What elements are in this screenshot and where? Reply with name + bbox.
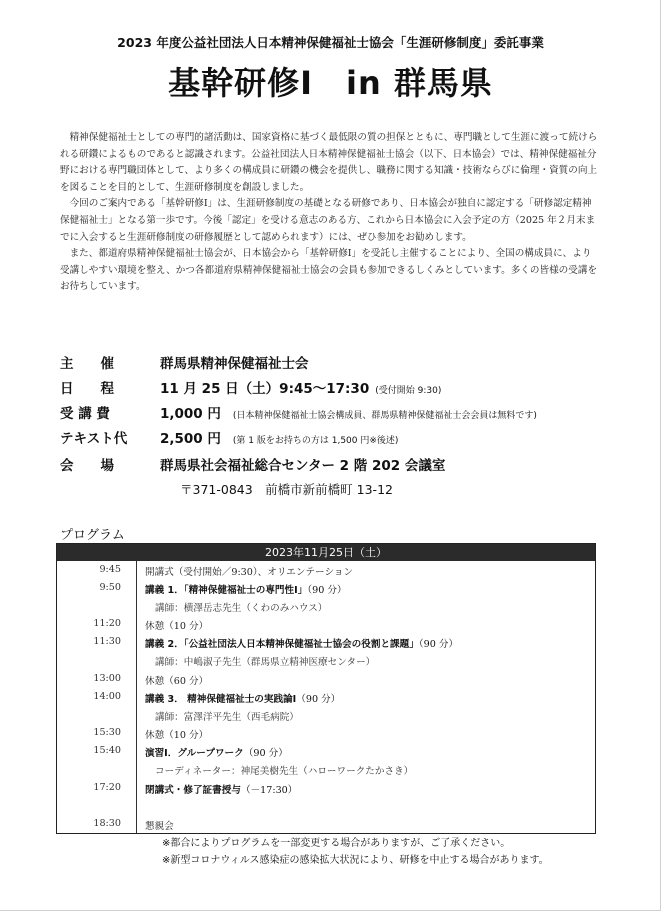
intro-paragraph-1: 精神保健福祉士としての専門的諸活動は、国家資格に基づく最低限の質の担保とともに、専門職として生涯に渡って続けられる研鑽によるものであると認識されます。公益社団法人日本精神保健福祉士協会（以下、日本協会）では、精神保健福祉分野における専門職団体として、より多くの構成員に研鑽の機会を提供し、職務に関する知識・技術ならびに倫理・資質の向上を図ることを目的として、生涯研修制度を創設しました。: [60, 132, 598, 193]
host-value: 群馬県精神保健福祉士会: [160, 356, 309, 372]
program-time: 9:50: [99, 582, 121, 593]
program-item-duration: （90 分）: [418, 639, 459, 650]
info-row-host: [60, 352, 309, 376]
program-lecturer: 講師：中嶋淑子先生（群馬県立精神医療センター）: [155, 657, 376, 668]
program-item-title: 閉講式・修了証書授与: [145, 785, 241, 796]
intro-paragraph-2: 今回のご案内である「基幹研修Ⅰ」は、生涯研修制度の基礎となる研修であり、日本協会が独自に認定する「研修認定精神保健福祉士」となる第一歩です。今後「認定」を受ける意志のある方、これから日本協会に入会予定の方（2025 年２月末までに入会すると生涯研修制度の研修履歴として認められます）には、ぜひ参加をお勧めします。: [60, 198, 596, 243]
program-item: [145, 745, 288, 759]
notes: [162, 835, 549, 869]
schedule-label: 日 程: [60, 381, 114, 397]
program-sub-row: [57, 654, 595, 672]
venue-value: 群馬県社会福祉総合センター 2 階 202 会議室: [160, 458, 446, 474]
info-row-address: [180, 480, 393, 504]
program-item: 休憩（10 分）: [145, 730, 209, 741]
info-row-venue: [60, 454, 445, 478]
program-coordinator: コーディネーター：神尾美樹先生（ハローワークたかさき）: [155, 766, 414, 777]
program-lecturer: 講師：横澤岳志先生（くわのみハウス）: [155, 603, 328, 614]
document-title: 基幹研修Ⅰ in 群馬県: [168, 64, 493, 102]
program-time: 11:30: [93, 636, 121, 647]
venue-label: 会 場: [60, 458, 114, 474]
program-time: 15:40: [93, 745, 121, 756]
program-row: [57, 564, 595, 582]
program-item: 休憩（60 分）: [145, 676, 209, 687]
program-item-title: 講義 3． 精神保健福祉士の実践論Ⅰ: [145, 694, 297, 705]
program-item: [145, 782, 297, 796]
program-item-title: 演習Ⅰ．グループワーク: [145, 748, 244, 759]
program-item: [145, 636, 458, 650]
program-item-duration: （90 分）: [243, 748, 288, 759]
program-item-duration: （－17:30）: [240, 785, 298, 796]
program-time: 13:00: [93, 673, 121, 684]
program-item: 懇親会: [145, 821, 174, 832]
program-heading: プログラム: [60, 528, 125, 543]
program-row: [57, 691, 595, 709]
fee-label: 受 講 費: [60, 406, 110, 422]
program-time: 11:20: [93, 618, 121, 629]
program-row: [57, 782, 595, 800]
program-row: [57, 745, 595, 763]
program-time: 15:30: [93, 727, 121, 738]
intro-text: [60, 130, 600, 296]
program-row: [57, 582, 595, 600]
text-fee-value: 2,500 円: [160, 431, 221, 447]
program-item: [145, 582, 347, 596]
schedule-value: 11 月 25 日（土）9:45～17:30: [160, 381, 370, 397]
program-item-duration: （90 分）: [296, 694, 341, 705]
program-table: [56, 543, 596, 834]
schedule-note: (受付開始 9:30): [375, 386, 442, 396]
program-item-title: 講義 1．「精神保健福祉士の専門性Ⅰ」: [145, 585, 308, 596]
program-row: [57, 818, 595, 836]
program-item: [145, 691, 340, 705]
program-row: [57, 618, 595, 636]
host-label: 主 催: [60, 356, 114, 372]
program-time: 14:00: [93, 691, 121, 702]
text-fee-note: (第 1 版をお持ちの方は 1,500 円※後述): [232, 436, 399, 446]
program-time: 18:30: [93, 818, 121, 829]
fee-value: 1,000 円: [160, 406, 221, 422]
program-item-duration: （90 分）: [307, 585, 347, 596]
program-item-title: 講義 2．「公益社団法人日本精神保健福祉士協会の役割と課題」: [145, 639, 419, 650]
program-item: 開講式（受付開始／9:30）、オリエンテーション: [145, 567, 354, 578]
program-date-bar: 2023年11月25日（土）: [57, 544, 595, 561]
info-row-text-fee: [60, 427, 398, 451]
program-sub-row: [57, 709, 595, 727]
document-subtitle: 2023 年度公益社団法人日本精神保健福祉士協会「生涯研修制度」委託事業: [117, 35, 544, 50]
program-sub-row: [57, 600, 595, 618]
program-row: [57, 636, 595, 654]
program-lecturer: 講師：富澤洋平先生（西毛病院）: [155, 712, 299, 723]
note-2: ※新型コロナウィルス感染症の感染拡大状況により、研修を中止する場合があります。: [162, 855, 549, 866]
info-row-schedule: [60, 377, 441, 401]
program-row: [57, 673, 595, 691]
fee-note: (日本精神保健福祉士協会構成員、群馬県精神保健福祉士会会員は無料です): [232, 411, 537, 421]
program-sub-row: [57, 763, 595, 781]
text-fee-label: テキスト代: [60, 431, 128, 447]
intro-paragraph-3: また、都道府県精神保健福祉士協会が、日本協会から「基幹研修Ⅰ」を受託し主催することにより、全国の構成員に、より受講しやすい環境を整え、かつ各都道府県精神保健福祉士協会の会員も参加できるしくみとしています。多くの皆様の受講をお待ちしています。: [60, 248, 598, 293]
program-row: [57, 727, 595, 745]
program-time: 9:45: [99, 564, 121, 575]
program-time: 17:20: [93, 782, 121, 793]
info-row-fee: [60, 402, 537, 426]
venue-address: 〒371-0843 前橋市新前橋町 13-12: [180, 482, 393, 497]
program-item: 休憩（10 分）: [145, 621, 209, 632]
note-1: ※都合によりプログラムを一部変更する場合がありますが、ご了承ください。: [162, 838, 511, 849]
